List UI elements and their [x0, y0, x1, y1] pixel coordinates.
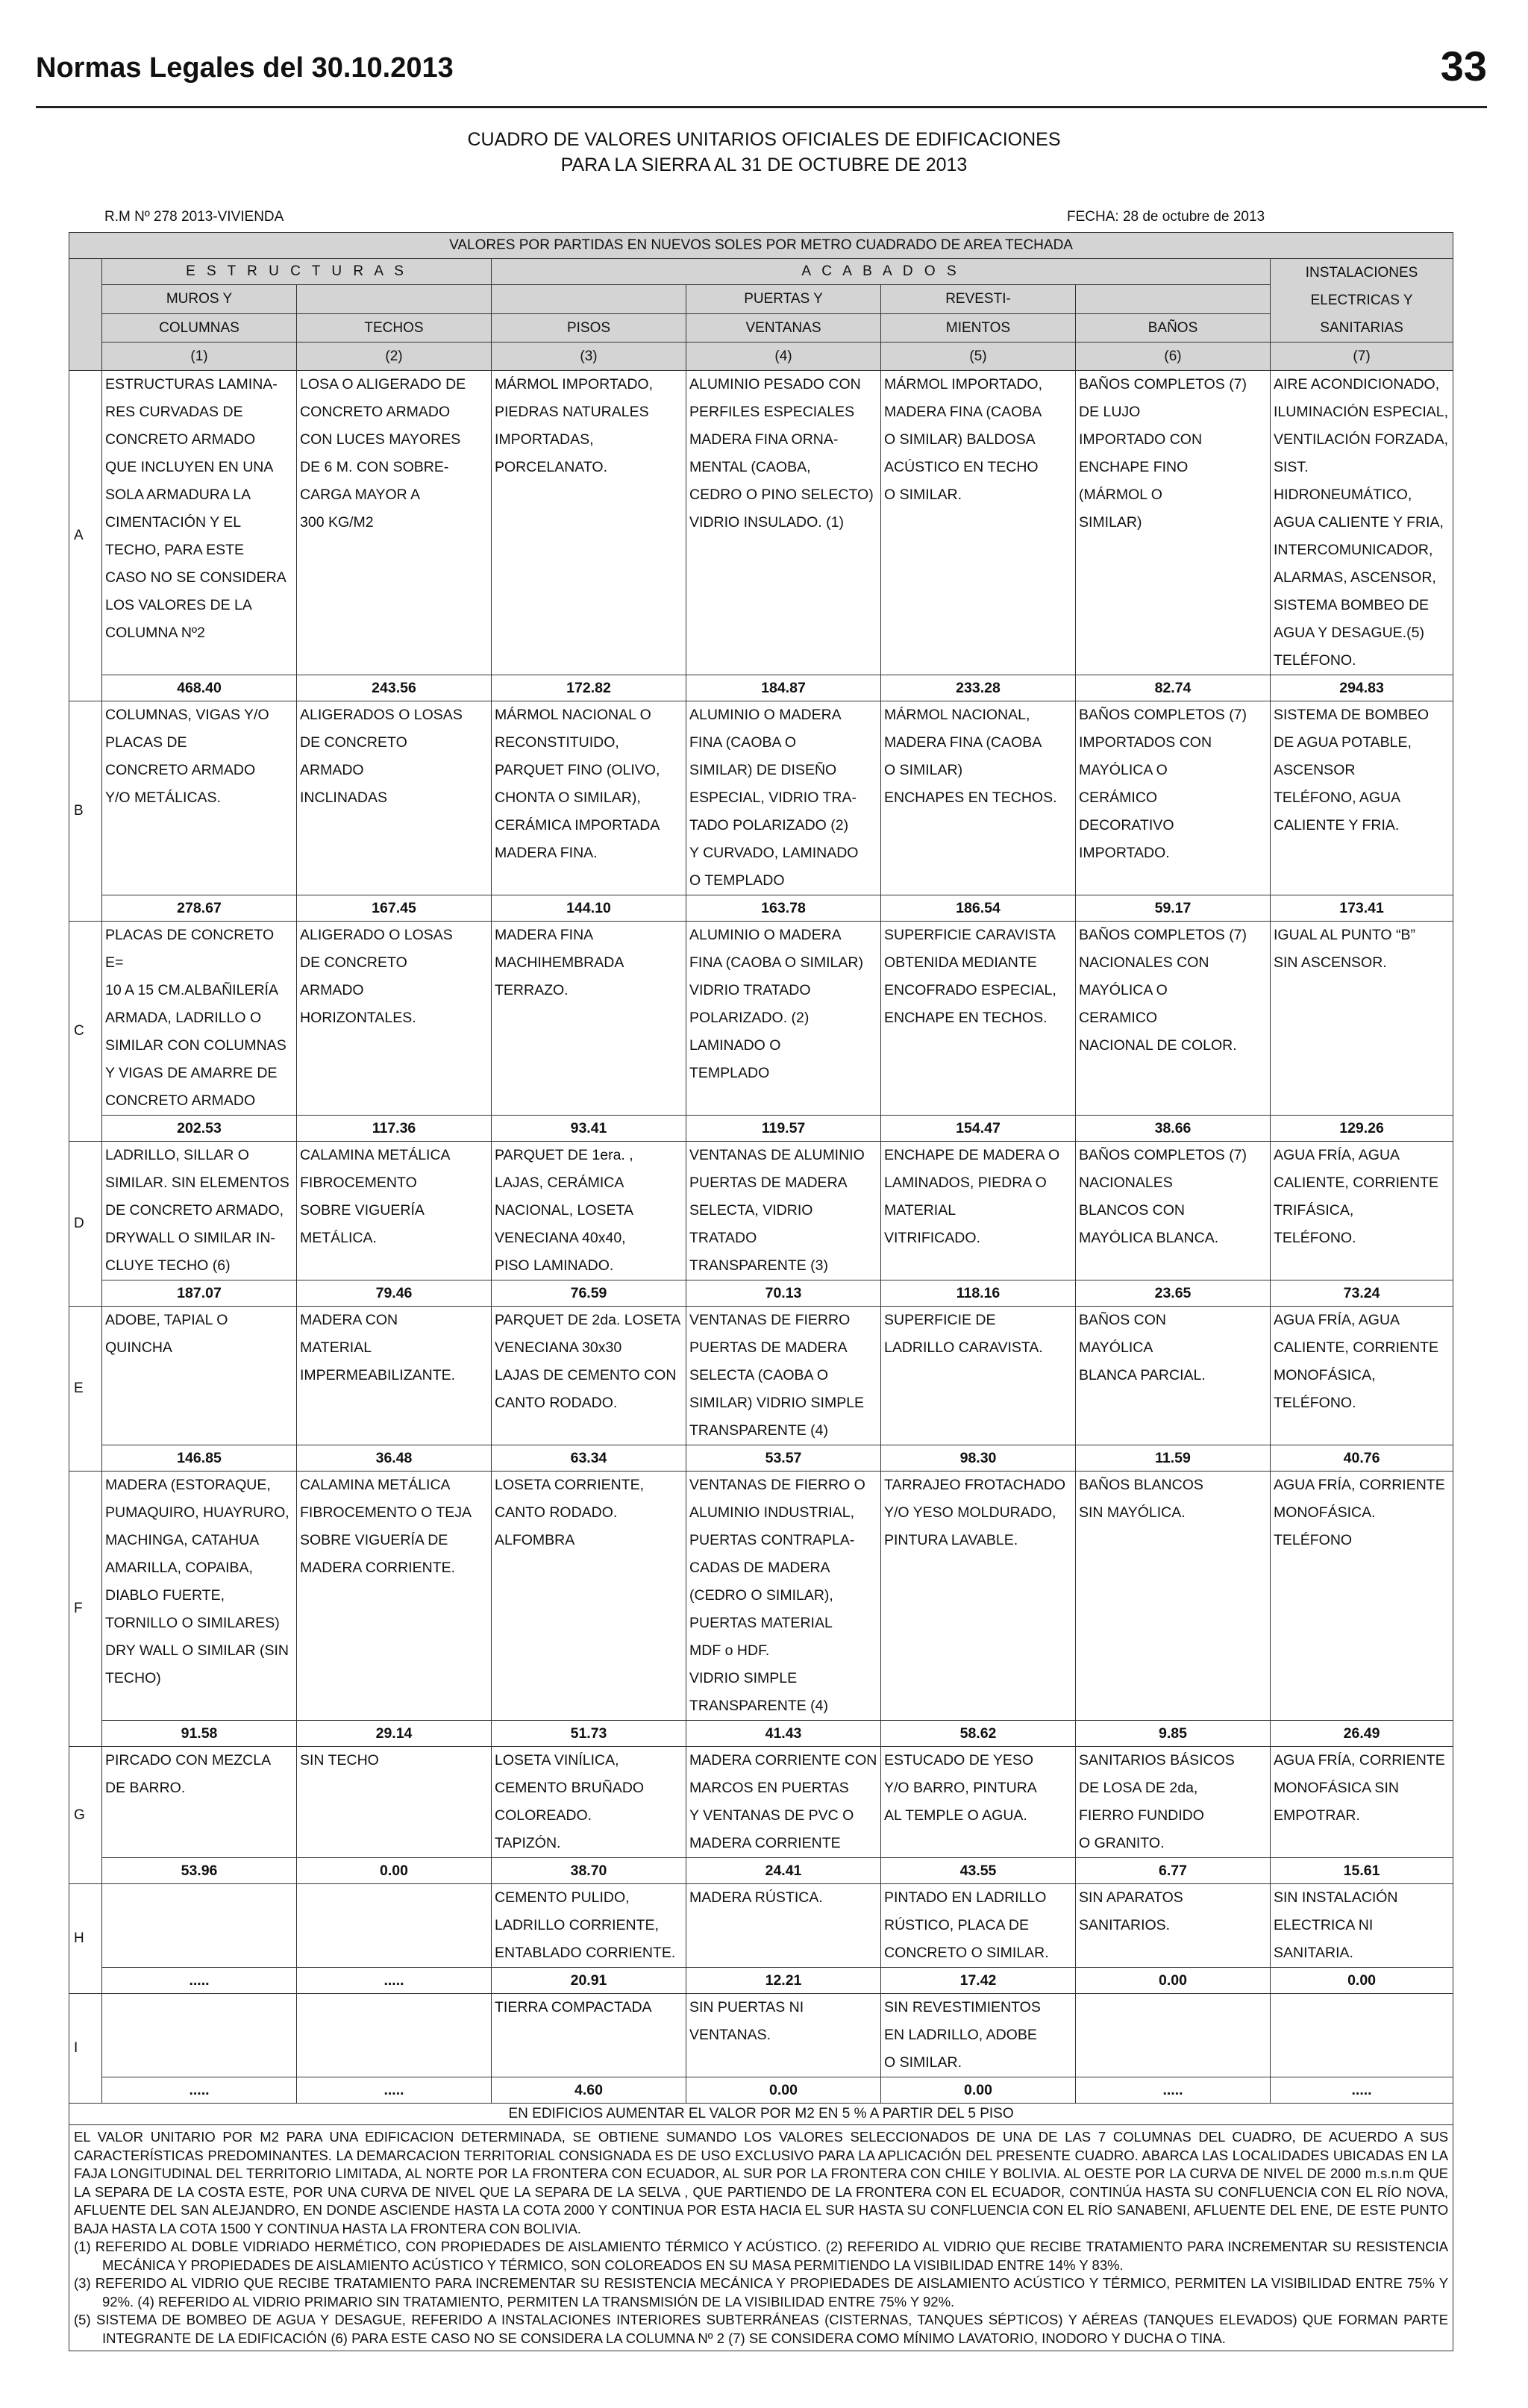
value-row-b [69, 895, 1453, 922]
value-cell: 172.82 [492, 675, 686, 701]
value-cell: 17.42 [881, 1968, 1076, 1994]
footnote-item: (5) SISTEMA DE BOMBEO DE AGUA Y DESAGUE, REFERIDO A INSTALACIONES INTERIORES SUBTERRÁNEAS (CISTERNAS, TANQUES SÉPTICOS) Y AÉREAS (TANQUES ELEVADOS) QUE FORMAN PARTE INTEGRANTE DE LA EDIFICACIÓN (6) PARA ESTE CASO NO SE CONSIDERA LA COLUMNA Nº 2 (7) SE CONSIDERA COMO MÍNIMO LAVATORIO, INODORO Y DUCHA O TINA. [74, 2312, 1449, 2346]
category-label: C [69, 922, 102, 1142]
value-cell: 173.41 [1271, 895, 1453, 922]
value-cell: 154.47 [881, 1116, 1076, 1142]
description-cell: AGUA FRÍA, CORRIENTE MONOFÁSICA. TELÉFONO [1271, 1472, 1453, 1721]
value-cell: 129.26 [1271, 1116, 1453, 1142]
column-number-4: (4) [686, 343, 881, 371]
description-cell: SIN REVESTIMIENTOS EN LADRILLO, ADOBE O SIMILAR. [881, 1994, 1076, 2077]
description-cell: MADERA CON MATERIAL IMPERMEABILIZANTE. [297, 1307, 492, 1445]
column-header-line-1 [297, 285, 492, 313]
value-cell: 82.74 [1076, 675, 1271, 701]
value-cell: ..... [297, 2077, 492, 2104]
description-cell: MADERA RÚSTICA. [686, 1884, 881, 1968]
unit-values-table [69, 232, 1453, 2351]
column-header-line-2: VENTANAS [686, 313, 881, 342]
value-cell: 184.87 [686, 675, 881, 701]
value-cell: 119.57 [686, 1116, 881, 1142]
value-cell: 4.60 [492, 2077, 686, 2104]
value-cell: 70.13 [686, 1280, 881, 1307]
description-cell [1271, 1994, 1453, 2077]
description-cell: SISTEMA DE BOMBEO DE AGUA POTABLE, ASCENSOR TELÉFONO, AGUA CALIENTE Y FRIA. [1271, 701, 1453, 895]
description-cell: ADOBE, TAPIAL O QUINCHA [102, 1307, 297, 1445]
value-cell: 53.96 [102, 1858, 297, 1884]
description-cell: MADERA CORRIENTE CON MARCOS EN PUERTAS Y VENTANAS DE PVC O MADERA CORRIENTE [686, 1747, 881, 1858]
value-row-d [69, 1280, 1453, 1307]
value-cell: 98.30 [881, 1445, 1076, 1472]
value-row-c [69, 1116, 1453, 1142]
description-cell: BAÑOS COMPLETOS (7) NACIONALES CON MAYÓLICA O CERAMICO NACIONAL DE COLOR. [1076, 922, 1271, 1116]
description-cell: AGUA FRÍA, AGUA CALIENTE, CORRIENTE MONOFÁSICA, TELÉFONO. [1271, 1307, 1453, 1445]
description-cell: SIN APARATOS SANITARIOS. [1076, 1884, 1271, 1968]
description-cell: MADERA FINA MACHIHEMBRADA TERRAZO. [492, 922, 686, 1116]
description-cell: LOSETA CORRIENTE, CANTO RODADO. ALFOMBRA [492, 1472, 686, 1721]
category-row-i [69, 1994, 1453, 2077]
column-header-line-1 [1076, 285, 1271, 313]
value-cell: ..... [297, 1968, 492, 1994]
value-cell: ..... [102, 2077, 297, 2104]
value-cell: 26.49 [1271, 1721, 1453, 1747]
column-number-3: (3) [492, 343, 686, 371]
value-cell: 144.10 [492, 895, 686, 922]
value-cell: 41.43 [686, 1721, 881, 1747]
column-header-line-2: PISOS [492, 313, 686, 342]
description-cell: ESTUCADO DE YESO Y/O BARRO, PINTURA AL TEMPLE O AGUA. [881, 1747, 1076, 1858]
value-cell: 38.70 [492, 1858, 686, 1884]
description-cell: BAÑOS COMPLETOS (7) NACIONALES BLANCOS CON MAYÓLICA BLANCA. [1076, 1142, 1271, 1280]
value-cell: 53.57 [686, 1445, 881, 1472]
value-cell: 38.66 [1076, 1116, 1271, 1142]
value-row-f [69, 1721, 1453, 1747]
value-cell: 117.36 [297, 1116, 492, 1142]
description-cell: LOSETA VINÍLICA, CEMENTO BRUÑADO COLOREADO. TAPIZÓN. [492, 1747, 686, 1858]
category-label: E [69, 1307, 102, 1472]
column-header-line-1: REVESTI- [881, 285, 1076, 313]
column-number-7: (7) [1271, 343, 1453, 371]
value-row-a [69, 675, 1453, 701]
description-cell: AGUA FRÍA, CORRIENTE MONOFÁSICA SIN EMPOTRAR. [1271, 1747, 1453, 1858]
description-cell: ESTRUCTURAS LAMINA- RES CURVADAS DE CONCRETO ARMADO QUE INCLUYEN EN UNA SOLA ARMADURA LA CIMENTACIÓN Y EL TECHO, PARA ESTE CASO NO SE CONSIDERA LOS VALORES DE LA COLUMNA Nº2 [102, 371, 297, 675]
value-cell: 278.67 [102, 895, 297, 922]
description-cell: MÁRMOL NACIONAL, MADERA FINA (CAOBA O SIMILAR) ENCHAPES EN TECHOS. [881, 701, 1076, 895]
description-cell: TARRAJEO FROTACHADO Y/O YESO MOLDURADO, PINTURA LAVABLE. [881, 1472, 1076, 1721]
description-cell: MADERA (ESTORAQUE, PUMAQUIRO, HUAYRURO, MACHINGA, CATAHUA AMARILLA, COPAIBA, DIABLO FUERTE, TORNILLO O SIMILARES) DRY WALL O SIMILAR (SIN TECHO) [102, 1472, 297, 1721]
footnote-main: EL VALOR UNITARIO POR M2 PARA UNA EDIFICACION DETERMINADA, SE OBTIENE SUMANDO LOS VALORES SELECCIONADOS DE UNA DE LAS 7 COLUMNAS DEL CUADRO, DE ACUERDO A SUS CARACTERÍSTICAS PREDOMINANTES. LA DEMARCACION TERRITORIAL CONSIGNADA ES DE USO EXCLUSIVO PARA LA APLICACIÓN DEL PRESENTE CUADRO. ABARCA LAS LOCALIDADES UBICADAS EN LA FAJA LONGITUDINAL DEL TERRITORIO LIMITADA, AL NORTE POR LA FRONTERA CON ECUADOR, AL SUR POR LA FRONTERA CON CHILE Y BOLIVIA. AL OESTE POR LA CURVA DE NIVEL DE 2000 m.s.n.m QUE LA SEPARA DE LA COSTA ESTE, POR UNA CURVA DE NIVEL QUE LA SEPARA DE LA SELVA , QUE PARTIENDO DE LA FRONTERA CON EL ECUADOR, CONTINÚA HASTA SU CONFLUENCIA CON EL RÍO NOVA, AFLUENTE DEL SAN ALEJANDRO, EN DONDE ASCIENDE HASTA LA COTA 2000 Y CONTINUA POR ESTA HACIA EL SUR HASTA SU CONFLUENCIA CON EL RÍO SANABENI, AFLUENTE DEL ENE, DE ESTE PUNTO BAJA HASTA LA COTA 1500 Y CONTINUA HASTA LA FRONTERA CON BOLIVIA. [74, 2129, 1449, 2236]
column-number-5: (5) [881, 343, 1076, 371]
description-cell: AGUA FRÍA, AGUA CALIENTE, CORRIENTE TRIFÁSICA, TELÉFONO. [1271, 1142, 1453, 1280]
column-header-line-1 [492, 285, 686, 313]
column-header-line-2: COLUMNAS [102, 313, 297, 342]
value-cell: 12.21 [686, 1968, 881, 1994]
footnote-item: (1) REFERIDO AL DOBLE VIDRIADO HERMÉTICO, CON PROPIEDADES DE AISLAMIENTO TÉRMICO Y ACÚSTICO. (2) REFERIDO AL VIDRIO QUE RECIBE TRATAMIENTO PARA INCREMENTAR SU RESISTENCIA MECÁNICA Y PROPIEDADES DE AISLAMIENTO ACÚSTICO Y TÉRMICO, SON COLOREADOS EN SU MASA PERMITIENDO LA VISIBILIDAD ENTRE 14% Y 83%. [74, 2239, 1449, 2273]
value-cell: 24.41 [686, 1858, 881, 1884]
description-cell: BAÑOS BLANCOS SIN MAYÓLICA. [1076, 1472, 1271, 1721]
value-cell: 76.59 [492, 1280, 686, 1307]
category-label: I [69, 1994, 102, 2104]
page-header [36, 42, 1487, 108]
value-cell: 202.53 [102, 1116, 297, 1142]
description-cell: ENCHAPE DE MADERA O LAMINADOS, PIEDRA O MATERIAL VITRIFICADO. [881, 1142, 1076, 1280]
category-label: D [69, 1142, 102, 1307]
value-cell: 79.46 [297, 1280, 492, 1307]
value-cell: 29.14 [297, 1721, 492, 1747]
category-row-c [69, 922, 1453, 1116]
column-header-line-1: PUERTAS Y [686, 285, 881, 313]
value-cell: ..... [1076, 2077, 1271, 2104]
value-cell: 20.91 [492, 1968, 686, 1994]
value-cell: 243.56 [297, 675, 492, 701]
value-cell: 91.58 [102, 1721, 297, 1747]
description-cell: PLACAS DE CONCRETO E= 10 A 15 CM.ALBAÑILERÍA ARMADA, LADRILLO O SIMILAR CON COLUMNAS Y VIGAS DE AMARRE DE CONCRETO ARMADO [102, 922, 297, 1116]
value-cell: 163.78 [686, 895, 881, 922]
value-row-e [69, 1445, 1453, 1472]
description-cell: SIN INSTALACIÓN ELECTRICA NI SANITARIA. [1271, 1884, 1453, 1968]
value-cell: 167.45 [297, 895, 492, 922]
column-number-2: (2) [297, 343, 492, 371]
newspaper-title: Normas Legales del 30.10.2013 [36, 52, 454, 84]
description-cell: SUPERFICIE DE LADRILLO CARAVISTA. [881, 1307, 1076, 1445]
value-cell: 187.07 [102, 1280, 297, 1307]
description-cell: PARQUET DE 1era. , LAJAS, CERÁMICA NACIONAL, LOSETA VENECIANA 40x40, PISO LAMINADO. [492, 1142, 686, 1280]
acabados-group-header: A C A B A D O S [492, 259, 1271, 285]
column-header-instalaciones: INSTALACIONES ELECTRICAS Y SANITARIAS [1271, 259, 1453, 343]
description-cell: LADRILLO, SILLAR O SIMILAR. SIN ELEMENTOS DE CONCRETO ARMADO, DRYWALL O SIMILAR IN- CLUYE TECHO (6) [102, 1142, 297, 1280]
value-cell: 9.85 [1076, 1721, 1271, 1747]
value-cell: 118.16 [881, 1280, 1076, 1307]
document-date: FECHA: 28 de octubre de 2013 [1067, 209, 1265, 225]
value-cell: 73.24 [1271, 1280, 1453, 1307]
value-row-g [69, 1858, 1453, 1884]
category-row-f [69, 1472, 1453, 1721]
column-number-1: (1) [102, 343, 297, 371]
value-cell: 43.55 [881, 1858, 1076, 1884]
value-cell: 11.59 [1076, 1445, 1271, 1472]
description-cell [102, 1884, 297, 1968]
value-cell: 0.00 [1271, 1968, 1453, 1994]
value-cell: 51.73 [492, 1721, 686, 1747]
footnote-item: (3) REFERIDO AL VIDRIO QUE RECIBE TRATAMIENTO PARA INCREMENTAR SU RESISTENCIA MECÁNICA Y PROPIEDADES DE AISLAMIENTO ACÚSTICO Y TÉRMICO, PERMITEN LA VISIBILIDAD ENTRE 75% Y 92%. (4) REFERIDO AL VIDRIO PRIMARIO SIN TRATAMIENTO, PERMITEN LA TRANSMISIÓN DE LA VISIBILIDAD ENTRE 75% Y 92%. [74, 2275, 1449, 2310]
document-title-line-1: CUADRO DE VALORES UNITARIOS OFICIALES DE EDIFICACIONES [467, 129, 1061, 150]
description-cell: MÁRMOL IMPORTADO, PIEDRAS NATURALES IMPORTADAS, PORCELANATO. [492, 371, 686, 675]
category-label: H [69, 1884, 102, 1994]
value-cell: 63.34 [492, 1445, 686, 1472]
value-cell: 233.28 [881, 675, 1076, 701]
description-cell: PIRCADO CON MEZCLA DE BARRO. [102, 1747, 297, 1858]
description-cell: LOSA O ALIGERADO DE CONCRETO ARMADO CON LUCES MAYORES DE 6 M. CON SOBRE- CARGA MAYOR A 300 KG/M2 [297, 371, 492, 675]
table-main-header: VALORES POR PARTIDAS EN NUEVOS SOLES POR METRO CUADRADO DE AREA TECHADA [69, 233, 1453, 259]
category-label: G [69, 1747, 102, 1884]
document-title [0, 127, 1528, 178]
value-cell: 0.00 [1076, 1968, 1271, 1994]
description-cell: PARQUET DE 2da. LOSETA VENECIANA 30x30 LAJAS DE CEMENTO CON CANTO RODADO. [492, 1307, 686, 1445]
estructuras-group-header: E S T R U C T U R A S [102, 259, 492, 285]
value-cell: 58.62 [881, 1721, 1076, 1747]
description-cell [297, 1994, 492, 2077]
value-cell: 0.00 [881, 2077, 1076, 2104]
description-cell: VENTANAS DE ALUMINIO PUERTAS DE MADERA SELECTA, VIDRIO TRATADO TRANSPARENTE (3) [686, 1142, 881, 1280]
document-title-line-2: PARA LA SIERRA AL 31 DE OCTUBRE DE 2013 [560, 154, 968, 175]
value-cell: 6.77 [1076, 1858, 1271, 1884]
category-row-e [69, 1307, 1453, 1445]
value-row-h [69, 1968, 1453, 1994]
description-cell: COLUMNAS, VIGAS Y/O PLACAS DE CONCRETO ARMADO Y/O METÁLICAS. [102, 701, 297, 895]
value-cell: 59.17 [1076, 895, 1271, 922]
value-cell: 40.76 [1271, 1445, 1453, 1472]
description-cell: VENTANAS DE FIERRO O ALUMINIO INDUSTRIAL, PUERTAS CONTRAPLA- CADAS DE MADERA (CEDRO O SIMILAR), PUERTAS MATERIAL MDF o HDF. VIDRIO SIMPLE TRANSPARENTE (4) [686, 1472, 881, 1721]
description-cell: ALIGERADOS O LOSAS DE CONCRETO ARMADO INCLINADAS [297, 701, 492, 895]
column-number-6: (6) [1076, 343, 1271, 371]
description-cell: PINTADO EN LADRILLO RÚSTICO, PLACA DE CONCRETO O SIMILAR. [881, 1884, 1076, 1968]
category-label: B [69, 701, 102, 922]
category-row-g [69, 1747, 1453, 1858]
description-cell: ALUMINIO O MADERA FINA (CAOBA O SIMILAR) DE DISEÑO ESPECIAL, VIDRIO TRA- TADO POLARIZADO (2) Y CURVADO, LAMINADO O TEMPLADO [686, 701, 881, 895]
category-row-b [69, 701, 1453, 895]
value-cell: ..... [1271, 2077, 1453, 2104]
column-header-line-2: BAÑOS [1076, 313, 1271, 342]
column-header-line-2: TECHOS [297, 313, 492, 342]
category-label: F [69, 1472, 102, 1747]
category-row-d [69, 1142, 1453, 1280]
description-cell [1076, 1994, 1271, 2077]
description-cell: SUPERFICIE CARAVISTA OBTENIDA MEDIANTE ENCOFRADO ESPECIAL, ENCHAPE EN TECHOS. [881, 922, 1076, 1116]
column-header-line-2: MIENTOS [881, 313, 1076, 342]
value-cell: 93.41 [492, 1116, 686, 1142]
category-row-h [69, 1884, 1453, 1968]
value-cell: ..... [102, 1968, 297, 1994]
description-cell: BAÑOS CON MAYÓLICA BLANCA PARCIAL. [1076, 1307, 1271, 1445]
column-header-line-1: MUROS Y [102, 285, 297, 313]
page-number: 33 [1440, 43, 1487, 90]
value-cell: 146.85 [102, 1445, 297, 1472]
category-row-a [69, 371, 1453, 675]
floor-increase-note: EN EDIFICIOS AUMENTAR EL VALOR POR M2 EN 5 % A PARTIR DEL 5 PISO [69, 2104, 1453, 2125]
description-cell: CEMENTO PULIDO, LADRILLO CORRIENTE, ENTABLADO CORRIENTE. [492, 1884, 686, 1968]
category-label: A [69, 371, 102, 701]
description-cell: ALIGERADO O LOSAS DE CONCRETO ARMADO HORIZONTALES. [297, 922, 492, 1116]
description-cell: VENTANAS DE FIERRO PUERTAS DE MADERA SELECTA (CAOBA O SIMILAR) VIDRIO SIMPLE TRANSPARENTE (4) [686, 1307, 881, 1445]
description-cell: ALUMINIO PESADO CON PERFILES ESPECIALES MADERA FINA ORNA- MENTAL (CAOBA, CEDRO O PINO SELECTO) VIDRIO INSULADO. (1) [686, 371, 881, 675]
description-cell: AIRE ACONDICIONADO, ILUMINACIÓN ESPECIAL, VENTILACIÓN FORZADA, SIST. HIDRONEUMÁTICO, AGUA CALIENTE Y FRIA, INTERCOMUNICADOR, ALARMAS, ASCENSOR, SISTEMA BOMBEO DE AGUA Y DESAGUE.(5) TELÉFONO. [1271, 371, 1453, 675]
value-cell: 36.48 [297, 1445, 492, 1472]
description-cell: SANITARIOS BÁSICOS DE LOSA DE 2da, FIERRO FUNDIDO O GRANITO. [1076, 1747, 1271, 1858]
description-cell: ALUMINIO O MADERA FINA (CAOBA O SIMILAR) VIDRIO TRATADO POLARIZADO. (2) LAMINADO O TEMPLADO [686, 922, 881, 1116]
description-cell: CALAMINA METÁLICA FIBROCEMENTO SOBRE VIGUERÍA METÁLICA. [297, 1142, 492, 1280]
description-cell: IGUAL AL PUNTO “B” SIN ASCENSOR. [1271, 922, 1453, 1116]
description-cell: SIN TECHO [297, 1747, 492, 1858]
value-cell: 468.40 [102, 675, 297, 701]
value-cell: 0.00 [686, 2077, 881, 2104]
description-cell: BAÑOS COMPLETOS (7) IMPORTADOS CON MAYÓLICA O CERÁMICO DECORATIVO IMPORTADO. [1076, 701, 1271, 895]
value-cell: 0.00 [297, 1858, 492, 1884]
value-row-i [69, 2077, 1453, 2104]
description-cell: TIERRA COMPACTADA [492, 1994, 686, 2077]
description-cell: BAÑOS COMPLETOS (7) DE LUJO IMPORTADO CON ENCHAPE FINO (MÁRMOL O SIMILAR) [1076, 371, 1271, 675]
description-cell: MÁRMOL IMPORTADO, MADERA FINA (CAOBA O SIMILAR) BALDOSA ACÚSTICO EN TECHO O SIMILAR. [881, 371, 1076, 675]
description-cell: SIN PUERTAS NI VENTANAS. [686, 1994, 881, 2077]
value-cell: 294.83 [1271, 675, 1453, 701]
description-cell [102, 1994, 297, 2077]
resolution-reference: R.M Nº 278 2013-VIVIENDA [104, 209, 284, 225]
description-cell [297, 1884, 492, 1968]
description-cell: MÁRMOL NACIONAL O RECONSTITUIDO, PARQUET FINO (OLIVO, CHONTA O SIMILAR), CERÁMICA IMPORTADA MADERA FINA. [492, 701, 686, 895]
footnotes-block [69, 2125, 1453, 2351]
value-cell: 186.54 [881, 895, 1076, 922]
value-cell: 15.61 [1271, 1858, 1453, 1884]
description-cell: CALAMINA METÁLICA FIBROCEMENTO O TEJA SOBRE VIGUERÍA DE MADERA CORRIENTE. [297, 1472, 492, 1721]
category-header-cell [69, 259, 102, 371]
value-cell: 23.65 [1076, 1280, 1271, 1307]
